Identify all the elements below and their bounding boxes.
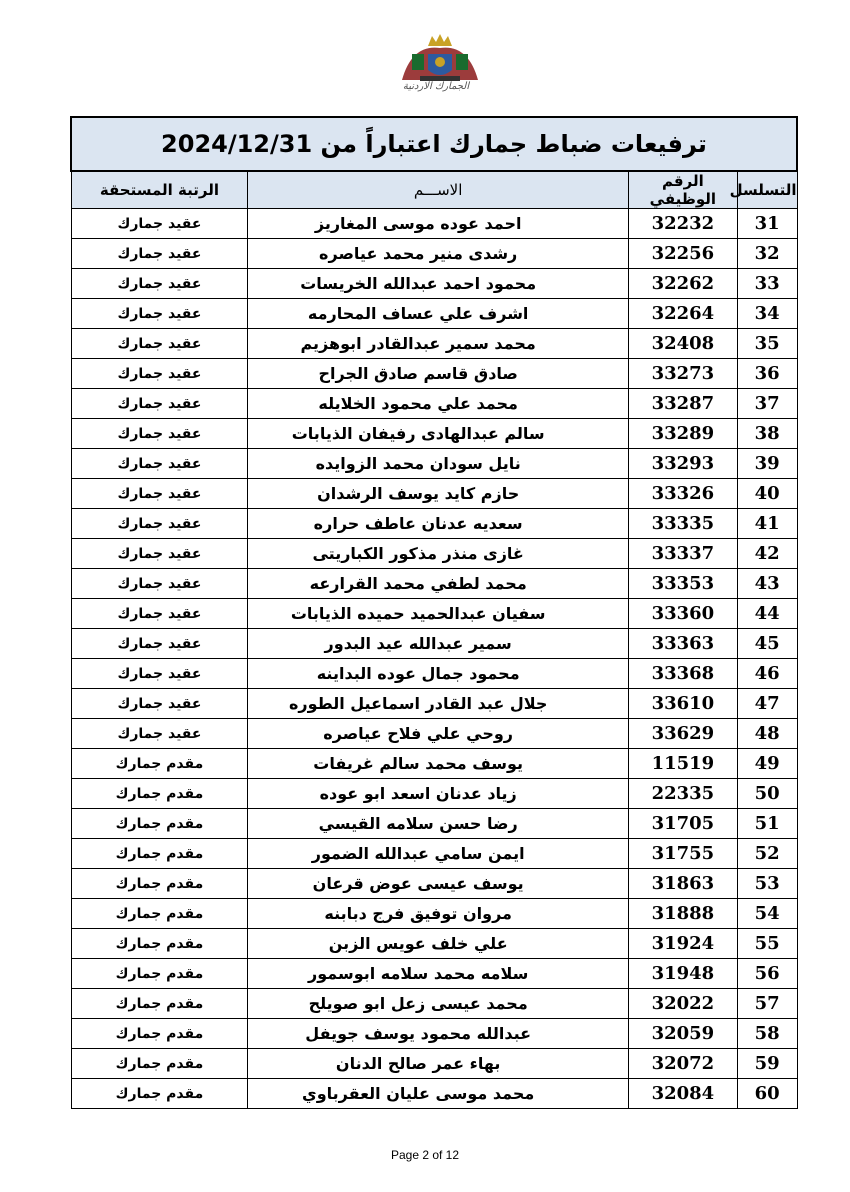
row-seq: 57: [737, 989, 797, 1019]
row-name: محمد لطفي محمد القرارعه: [248, 569, 628, 599]
row-rank: مقدم جمارك: [71, 1079, 248, 1109]
row-emp-no: 32022: [628, 989, 737, 1019]
row-emp-no: 33610: [628, 689, 737, 719]
row-rank: عقيد جمارك: [71, 599, 248, 629]
table-row: [71, 599, 797, 629]
row-seq: 52: [737, 839, 797, 869]
table-row: [71, 749, 797, 779]
table-row: [71, 479, 797, 509]
row-emp-no: 31863: [628, 869, 737, 899]
row-rank: مقدم جمارك: [71, 779, 248, 809]
row-rank: مقدم جمارك: [71, 1019, 248, 1049]
col-header-seq: التسلسل: [737, 171, 797, 209]
row-name: يوسف محمد سالم غريفات: [248, 749, 628, 779]
row-rank: عقيد جمارك: [71, 509, 248, 539]
col-header-name: الاســـم: [248, 171, 628, 209]
row-name: عبدالله محمود يوسف جويفل: [248, 1019, 628, 1049]
row-seq: 54: [737, 899, 797, 929]
row-seq: 53: [737, 869, 797, 899]
row-emp-no: 33368: [628, 659, 737, 689]
row-name: علي خلف عويس الزبن: [248, 929, 628, 959]
row-name: سمير عبدالله عيد البدور: [248, 629, 628, 659]
row-name: صادق قاسم صادق الجراح: [248, 359, 628, 389]
table-row: [71, 839, 797, 869]
row-emp-no: 32232: [628, 209, 737, 239]
row-emp-no: 32264: [628, 299, 737, 329]
table-row: [71, 899, 797, 929]
row-rank: مقدم جمارك: [71, 929, 248, 959]
table-row: [71, 209, 797, 239]
row-seq: 35: [737, 329, 797, 359]
table-row: [71, 929, 797, 959]
row-emp-no: 33326: [628, 479, 737, 509]
row-rank: عقيد جمارك: [71, 359, 248, 389]
row-name: محمد موسى عليان العقرباوي: [248, 1079, 628, 1109]
row-emp-no: 33287: [628, 389, 737, 419]
row-name: سلامه محمد سلامه ابوسمور: [248, 959, 628, 989]
row-seq: 36: [737, 359, 797, 389]
row-name: محمد علي محمود الخلايله: [248, 389, 628, 419]
row-rank: عقيد جمارك: [71, 299, 248, 329]
row-name: محمد عيسى زعل ابو صويلح: [248, 989, 628, 1019]
table-row: [71, 659, 797, 689]
row-emp-no: 33289: [628, 419, 737, 449]
row-seq: 49: [737, 749, 797, 779]
row-rank: مقدم جمارك: [71, 1049, 248, 1079]
row-rank: عقيد جمارك: [71, 239, 248, 269]
row-seq: 48: [737, 719, 797, 749]
row-emp-no: 33337: [628, 539, 737, 569]
row-name: رضا حسن سلامه القيسي: [248, 809, 628, 839]
row-seq: 56: [737, 959, 797, 989]
row-name: نايل سودان محمد الزوايده: [248, 449, 628, 479]
table-row: [71, 239, 797, 269]
logo-caption: الجمارك الاردنية: [402, 81, 470, 92]
row-emp-no: 33360: [628, 599, 737, 629]
row-rank: عقيد جمارك: [71, 719, 248, 749]
row-rank: مقدم جمارك: [71, 899, 248, 929]
row-seq: 31: [737, 209, 797, 239]
row-emp-no: 33629: [628, 719, 737, 749]
row-seq: 37: [737, 389, 797, 419]
row-name: يوسف عيسى عوض قرعان: [248, 869, 628, 899]
promotions-table: [70, 116, 798, 1109]
row-seq: 59: [737, 1049, 797, 1079]
table-row: [71, 419, 797, 449]
row-rank: عقيد جمارك: [71, 419, 248, 449]
row-seq: 40: [737, 479, 797, 509]
row-rank: عقيد جمارك: [71, 329, 248, 359]
row-rank: عقيد جمارك: [71, 389, 248, 419]
row-name: سالم عبدالهادى رفيفان الذيابات: [248, 419, 628, 449]
row-name: حازم كايد يوسف الرشدان: [248, 479, 628, 509]
table-row: [71, 719, 797, 749]
row-rank: عقيد جمارك: [71, 269, 248, 299]
row-name: ايمن سامي عبدالله الضمور: [248, 839, 628, 869]
row-emp-no: 31705: [628, 809, 737, 839]
row-emp-no: 31888: [628, 899, 737, 929]
table-row: [71, 1079, 797, 1109]
row-name: بهاء عمر صالح الدنان: [248, 1049, 628, 1079]
row-name: سعديه عدنان عاطف حراره: [248, 509, 628, 539]
row-seq: 46: [737, 659, 797, 689]
row-emp-no: 33363: [628, 629, 737, 659]
table-row: [71, 959, 797, 989]
row-rank: عقيد جمارك: [71, 209, 248, 239]
table-row: [71, 389, 797, 419]
table-row: [71, 1049, 797, 1079]
row-emp-no: 33335: [628, 509, 737, 539]
row-emp-no: 33293: [628, 449, 737, 479]
table-row: [71, 869, 797, 899]
row-emp-no: 32084: [628, 1079, 737, 1109]
row-rank: مقدم جمارك: [71, 989, 248, 1019]
col-header-rank: الرتبة المستحقة: [71, 171, 248, 209]
row-seq: 45: [737, 629, 797, 659]
row-seq: 60: [737, 1079, 797, 1109]
row-name: اشرف علي عساف المحارمه: [248, 299, 628, 329]
row-emp-no: 33273: [628, 359, 737, 389]
row-rank: عقيد جمارك: [71, 629, 248, 659]
table-row: [71, 359, 797, 389]
row-name: سفيان عبدالحميد حميده الذيابات: [248, 599, 628, 629]
row-rank: مقدم جمارك: [71, 839, 248, 869]
row-name: رشدى منير محمد عياصره: [248, 239, 628, 269]
row-seq: 44: [737, 599, 797, 629]
row-seq: 34: [737, 299, 797, 329]
row-emp-no: 11519: [628, 749, 737, 779]
row-rank: مقدم جمارك: [71, 809, 248, 839]
table-row: [71, 569, 797, 599]
row-rank: عقيد جمارك: [71, 569, 248, 599]
row-name: احمد عوده موسى المغاريز: [248, 209, 628, 239]
row-rank: عقيد جمارك: [71, 449, 248, 479]
table-row: [71, 539, 797, 569]
row-seq: 41: [737, 509, 797, 539]
table-row: [71, 509, 797, 539]
row-seq: 42: [737, 539, 797, 569]
row-rank: عقيد جمارك: [71, 539, 248, 569]
table-title: ترفيعات ضباط جمارك اعتباراً من 2024/12/31: [71, 117, 797, 171]
row-name: محمد سمير عبدالقادر ابوهزيم: [248, 329, 628, 359]
table-row: [71, 689, 797, 719]
row-seq: 47: [737, 689, 797, 719]
col-header-emp-no: الرقم الوظيفي: [628, 171, 737, 209]
row-emp-no: 32262: [628, 269, 737, 299]
row-emp-no: 31924: [628, 929, 737, 959]
row-emp-no: 22335: [628, 779, 737, 809]
row-name: محمود احمد عبدالله الخريسات: [248, 269, 628, 299]
row-seq: 32: [737, 239, 797, 269]
row-name: جلال عبد القادر اسماعيل الطوره: [248, 689, 628, 719]
row-seq: 51: [737, 809, 797, 839]
table-row: [71, 269, 797, 299]
row-emp-no: 32408: [628, 329, 737, 359]
table-row: [71, 809, 797, 839]
row-seq: 38: [737, 419, 797, 449]
row-name: غازى منذر مذكور الكباريتى: [248, 539, 628, 569]
page-number: Page 2 of 12: [390, 1148, 460, 1162]
row-emp-no: 32072: [628, 1049, 737, 1079]
row-rank: عقيد جمارك: [71, 659, 248, 689]
row-seq: 58: [737, 1019, 797, 1049]
row-rank: عقيد جمارك: [71, 479, 248, 509]
row-rank: مقدم جمارك: [71, 869, 248, 899]
table-row: [71, 299, 797, 329]
table-row: [71, 629, 797, 659]
table-row: [71, 1019, 797, 1049]
row-rank: مقدم جمارك: [71, 749, 248, 779]
row-seq: 43: [737, 569, 797, 599]
row-name: مروان توفيق فرج دبابنه: [248, 899, 628, 929]
row-seq: 39: [737, 449, 797, 479]
row-seq: 50: [737, 779, 797, 809]
table-row: [71, 779, 797, 809]
row-seq: 55: [737, 929, 797, 959]
row-rank: مقدم جمارك: [71, 959, 248, 989]
row-emp-no: 31948: [628, 959, 737, 989]
row-emp-no: 31755: [628, 839, 737, 869]
table-row: [71, 329, 797, 359]
row-seq: 33: [737, 269, 797, 299]
row-name: روحي علي فلاح عياصره: [248, 719, 628, 749]
row-rank: عقيد جمارك: [71, 689, 248, 719]
row-emp-no: 33353: [628, 569, 737, 599]
row-emp-no: 32256: [628, 239, 737, 269]
row-emp-no: 32059: [628, 1019, 737, 1049]
row-name: زياد عدنان اسعد ابو عوده: [248, 779, 628, 809]
table-row: [71, 989, 797, 1019]
table-row: [71, 449, 797, 479]
row-name: محمود جمال عوده البداينه: [248, 659, 628, 689]
